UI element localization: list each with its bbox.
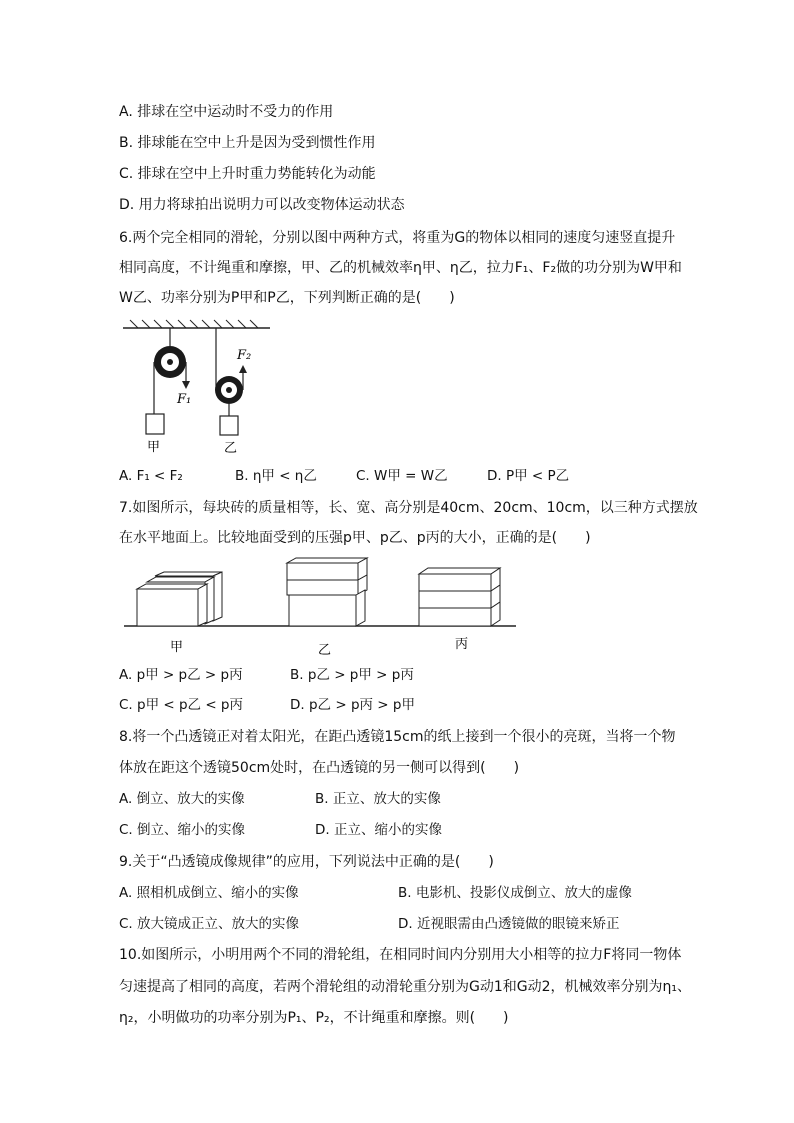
q10-stem-line-3: η₂，小明做功的功率分别为P₁、P₂，不计绳重和摩擦。则( )	[119, 1010, 509, 1026]
label-f1: F₁	[177, 392, 192, 407]
q5-option-d: D. 用力将球拍出说明力可以改变物体运动状态	[119, 197, 405, 213]
brick-stack-yi	[287, 558, 367, 626]
q5-option-a: A. 排球在空中运动时不受力的作用	[119, 104, 334, 120]
q7-option-b: B. p乙 > p甲 > p丙	[290, 667, 414, 683]
q8-stem-line-1: 8.将一个凸透镜正对着太阳光，在距凸透镜15cm的纸上接到一个很小的亮斑，当将一个物	[119, 729, 676, 745]
q6-stem-line-1: 6.两个完全相同的滑轮，分别以图中两种方式，将重为G的物体以相同的速度匀速竖直提升	[119, 230, 676, 246]
q10-stem-line-1: 10.如图所示，小明用两个不同的滑轮组，在相同时间内分别用大小相等的拉力F将同一物体	[119, 947, 682, 963]
q7-option-d: D. p乙 > p丙 > p甲	[290, 697, 415, 713]
q6-option-a: A. F₁ < F₂	[119, 468, 183, 484]
q7-stem-line-2: 在水平地面上。比较地面受到的压强p甲、p乙、p丙的大小，正确的是( )	[119, 530, 591, 546]
q8-option-d: D. 正立、缩小的实像	[315, 822, 442, 838]
q8-option-a: A. 倒立、放大的实像	[119, 791, 245, 807]
q8-stem-line-2: 体放在距这个透镜50cm处时，在凸透镜的另一侧可以得到( )	[119, 760, 520, 776]
q5-option-b: B. 排球能在空中上升是因为受到惯性作用	[119, 135, 376, 151]
q9-stem: 9.关于“凸透镜成像规律”的应用，下列说法中正确的是( )	[119, 854, 494, 870]
label-bing-q7: 丙	[455, 637, 469, 652]
q8-option-b: B. 正立、放大的实像	[315, 791, 441, 807]
q8-option-c: C. 倒立、缩小的实像	[119, 822, 246, 838]
q5-option-c: C. 排球在空中上升时重力势能转化为动能	[119, 166, 376, 182]
q9-option-c: C. 放大镜成正立、放大的实像	[119, 916, 300, 932]
q6-option-c: C. W甲 = W乙	[356, 468, 448, 484]
q9-option-d: D. 近视眼需由凸透镜做的眼镜来矫正	[398, 916, 620, 932]
q7-stem-line-1: 7.如图所示，每块砖的质量相等，长、宽、高分别是40cm、20cm、10cm，以三种方式摆放	[119, 500, 698, 516]
label-yi-q7: 乙	[318, 643, 332, 658]
label-jia-q6: 甲	[147, 440, 161, 455]
label-f2: F₂	[237, 348, 252, 363]
q7-option-c: C. p甲 < p乙 < p丙	[119, 697, 244, 713]
brick-stack-bing	[419, 568, 500, 626]
label-yi-q6: 乙	[224, 441, 238, 456]
q9-option-a: A. 照相机成倒立、缩小的实像	[119, 885, 299, 901]
brick-stack-jia	[137, 572, 222, 626]
q6-stem-line-2: 相同高度，不计绳重和摩擦，甲、乙的机械效率η甲、η乙，拉力F₁、F₂做的功分别为W甲和	[119, 260, 682, 276]
q9-option-b: B. 电影机、投影仪成倒立、放大的虚像	[398, 885, 632, 901]
q6-stem-line-3: W乙、功率分别为P甲和P乙，下列判断正确的是( )	[119, 290, 455, 306]
label-jia-q7: 甲	[170, 640, 184, 655]
q10-stem-line-2: 匀速提高了相同的高度，若两个滑轮组的动滑轮重分别为G动1和G动2，机械效率分别为η₁、	[119, 979, 691, 995]
q7-option-a: A. p甲 > p乙 > p丙	[119, 667, 243, 683]
q6-option-d: D. P甲 < P乙	[487, 468, 570, 484]
q6-option-b: B. η甲 < η乙	[235, 468, 317, 484]
